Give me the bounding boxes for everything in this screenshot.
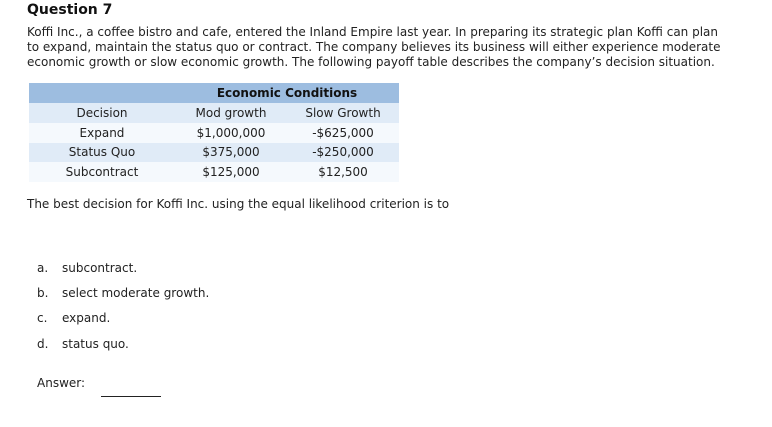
question-text-line: economic growth or slow economic growth. The following payoff table describes the company’s decision situation. (27, 55, 715, 69)
option-d[interactable] (37, 337, 129, 353)
option-c[interactable] (37, 311, 110, 327)
option-letter: d. (37, 337, 49, 351)
option-letter: b. (37, 286, 49, 300)
question-text (27, 25, 752, 70)
option-text: expand. (62, 311, 111, 325)
table-row (29, 143, 399, 163)
option-letter: c. (37, 311, 48, 325)
payoff-table (29, 83, 399, 182)
option-letter: a. (37, 261, 49, 275)
row-slow-growth-cell: -$250,000 (287, 143, 399, 163)
table-row (29, 123, 399, 143)
row-decision-cell: Status Quo (29, 143, 175, 163)
option-text: subcontract. (62, 261, 138, 275)
table-header-empty-cell (29, 83, 175, 103)
question-text-line: to expand, maintain the status quo or contract. The company believes its business will either experience moderate (27, 40, 721, 54)
row-mod-growth-cell: $1,000,000 (175, 123, 287, 143)
answer-label: Answer: (37, 376, 86, 390)
row-mod-growth-cell: $125,000 (175, 162, 287, 182)
option-a[interactable] (37, 261, 137, 277)
column-header-mod-growth: Mod growth (175, 103, 287, 123)
column-header-slow-growth: Slow Growth (287, 103, 399, 123)
question-title: Question 7 (27, 2, 113, 18)
question-prompt: The best decision for Koffi Inc. using the equal likelihood criterion is to (27, 197, 450, 211)
table-row (29, 162, 399, 182)
row-decision-cell: Subcontract (29, 162, 175, 182)
option-text: status quo. (62, 337, 129, 351)
row-decision-cell: Expand (29, 123, 175, 143)
answer-blank[interactable] (101, 396, 161, 397)
question-text-line: Koffi Inc., a coffee bistro and cafe, entered the Inland Empire last year. In preparing its strategic plan Koffi can plan (27, 25, 719, 39)
option-text: select moderate growth. (62, 286, 210, 300)
economic-conditions-header: Economic Conditions (175, 83, 399, 103)
table-column-header-row (29, 103, 399, 123)
row-mod-growth-cell: $375,000 (175, 143, 287, 163)
column-header-decision: Decision (29, 103, 175, 123)
row-slow-growth-cell: -$625,000 (287, 123, 399, 143)
row-slow-growth-cell: $12,500 (287, 162, 399, 182)
table-group-header-row (29, 83, 399, 103)
option-b[interactable] (37, 286, 209, 302)
